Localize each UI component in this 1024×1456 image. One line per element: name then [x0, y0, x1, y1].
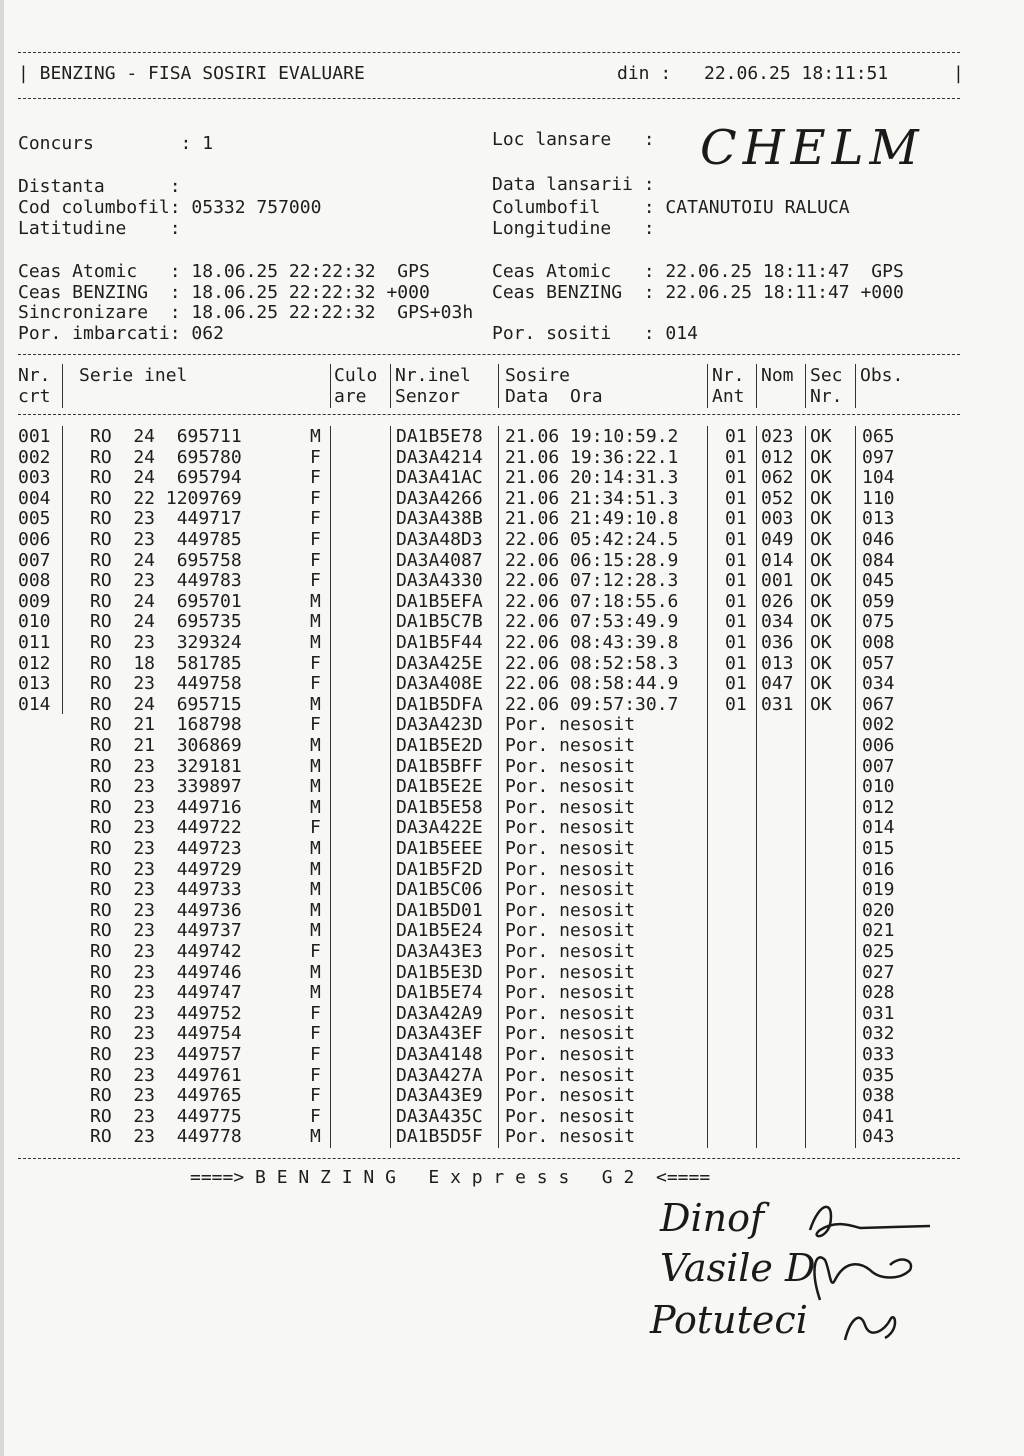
row-nr-ant: 01 [725, 632, 747, 653]
row-senzor: DA3A422E [396, 817, 483, 839]
col-sep [498, 364, 499, 408]
row-sex: F [310, 714, 321, 736]
row-sec: OK [810, 590, 832, 612]
row-crt: 008 [18, 570, 51, 592]
row-senzor: DA3A438B [396, 508, 483, 530]
row-obs: 027 [862, 961, 895, 983]
row-nr-ant: 01 [725, 426, 747, 447]
header-top-rule [18, 52, 960, 53]
row-sosire: Por. nesosit [505, 776, 636, 798]
ceas-atomic-start: Ceas Atomic : 18.06.25 22:22:32 GPS [18, 261, 430, 282]
footer-brand: ====> B E N Z I N G E x p r e s s G 2 <==== [190, 1167, 711, 1188]
col-culoare-header-1: Culo [334, 365, 378, 386]
col-sep [62, 426, 63, 714]
row-serie-inel: RO 24 695794 [90, 467, 242, 489]
latitudine-field: Latitudine : [18, 218, 181, 239]
ceas-benzing-end: Ceas BENZING : 22.06.25 18:11:47 +000 [492, 282, 904, 303]
row-sosire: Por. nesosit [505, 879, 636, 901]
row-sosire: Por. nesosit [505, 920, 636, 942]
col-sep [62, 364, 63, 408]
row-sec: OK [810, 632, 832, 653]
row-sec: OK [810, 508, 832, 530]
row-senzor: DA1B5BFF [396, 755, 483, 777]
row-senzor: DA1B5E24 [396, 920, 483, 942]
col-sep [855, 364, 856, 408]
row-nom: 026 [761, 590, 794, 612]
row-nr-ant: 01 [725, 487, 747, 509]
row-senzor: DA3A42A9 [396, 1002, 483, 1024]
row-senzor: DA1B5D5F [396, 1126, 483, 1148]
row-serie-inel: RO 23 449757 [90, 1044, 242, 1065]
row-serie-inel: RO 23 449723 [90, 838, 242, 859]
row-obs: 057 [862, 652, 895, 674]
col-obs-header: Obs. [860, 365, 904, 386]
row-sex: M [310, 776, 321, 798]
signature-scribbles [790, 1190, 980, 1350]
row-obs: 032 [862, 1023, 895, 1045]
row-nr-ant: 01 [725, 570, 747, 592]
row-sosire: 22.06 05:42:24.5 [505, 529, 679, 550]
row-nr-ant: 01 [725, 590, 747, 612]
row-obs: 021 [862, 920, 895, 942]
row-serie-inel: RO 23 449746 [90, 961, 242, 983]
row-sosire: Por. nesosit [505, 1023, 636, 1045]
row-sex: F [310, 1064, 321, 1086]
row-senzor: DA3A4148 [396, 1044, 483, 1065]
row-senzor: DA3A41AC [396, 467, 483, 489]
col-nom-header: Nom [761, 365, 794, 386]
row-nr-ant: 01 [725, 467, 747, 489]
row-serie-inel: RO 22 1209769 [90, 487, 242, 509]
row-senzor: DA3A43EF [396, 1023, 483, 1045]
ceas-atomic-end: Ceas Atomic : 22.06.25 18:11:47 GPS [492, 261, 904, 282]
row-nr-ant: 01 [725, 673, 747, 695]
row-sex: F [310, 652, 321, 674]
row-serie-inel: RO 23 449747 [90, 982, 242, 1004]
row-sosire: Por. nesosit [505, 1064, 636, 1086]
row-serie-inel: RO 23 449717 [90, 508, 242, 530]
row-senzor: DA1B5E2D [396, 735, 483, 756]
row-sex: M [310, 755, 321, 777]
row-nom: 013 [761, 652, 794, 674]
row-obs: 075 [862, 611, 895, 633]
row-serie-inel: RO 23 329181 [90, 755, 242, 777]
concurs-field: Concurs : 1 [18, 133, 214, 154]
row-obs: 043 [862, 1126, 895, 1148]
col-sep [707, 364, 708, 408]
page-edge [0, 0, 4, 1456]
row-sex: M [310, 1126, 321, 1148]
row-obs: 038 [862, 1085, 895, 1107]
row-sex: F [310, 817, 321, 839]
row-serie-inel: RO 24 695780 [90, 446, 242, 468]
row-obs: 014 [862, 817, 895, 839]
col-sep [805, 426, 806, 1148]
row-sex: M [310, 426, 321, 447]
row-sec: OK [810, 426, 832, 447]
row-sosire: 22.06 07:12:28.3 [505, 570, 679, 592]
row-serie-inel: RO 23 449761 [90, 1064, 242, 1086]
row-senzor: DA1B5EEE [396, 838, 483, 859]
row-nr-ant: 01 [725, 652, 747, 674]
row-nom: 062 [761, 467, 794, 489]
row-nom: 049 [761, 529, 794, 550]
col-inel-header-2: Senzor [395, 386, 461, 407]
row-sec: OK [810, 693, 832, 715]
row-serie-inel: RO 23 449722 [90, 817, 242, 839]
row-serie-inel: RO 24 695711 [90, 426, 242, 447]
row-sosire: 22.06 07:18:55.6 [505, 590, 679, 612]
row-sec: OK [810, 549, 832, 571]
row-nr-ant: 01 [725, 549, 747, 571]
row-sosire: Por. nesosit [505, 982, 636, 1004]
row-serie-inel: RO 24 695715 [90, 693, 242, 715]
header-bottom-rule [18, 98, 960, 99]
row-sex: M [310, 735, 321, 756]
row-serie-inel: RO 24 695735 [90, 611, 242, 633]
row-senzor: DA1B5EFA [396, 590, 483, 612]
row-nom: 023 [761, 426, 794, 447]
row-sosire: 21.06 19:36:22.1 [505, 446, 679, 468]
col-sep [330, 426, 331, 1148]
row-sosire: Por. nesosit [505, 817, 636, 839]
row-senzor: DA3A435C [396, 1105, 483, 1127]
row-crt: 001 [18, 426, 51, 447]
row-nom: 047 [761, 673, 794, 695]
col-sep [756, 364, 757, 408]
row-crt: 009 [18, 590, 51, 612]
cod-columbofil-field: Cod columbofil: 05332 757000 [18, 197, 322, 218]
row-obs: 104 [862, 467, 895, 489]
row-sosire: Por. nesosit [505, 858, 636, 880]
row-senzor: DA3A423D [396, 714, 483, 736]
row-sosire: Por. nesosit [505, 1085, 636, 1107]
signature-name-1: Dinof [660, 1196, 765, 1240]
row-sex: F [310, 1023, 321, 1045]
row-sex: M [310, 858, 321, 880]
row-serie-inel: RO 24 695701 [90, 590, 242, 612]
row-serie-inel: RO 21 168798 [90, 714, 242, 736]
row-sex: F [310, 941, 321, 962]
table-bottom-rule [18, 1158, 960, 1159]
row-sex: M [310, 838, 321, 859]
header-din-label: din : [617, 63, 672, 84]
row-sosire: Por. nesosit [505, 1105, 636, 1127]
distanta-field: Distanta : [18, 176, 181, 197]
row-sex: F [310, 570, 321, 592]
row-sex: F [310, 673, 321, 695]
row-crt: 014 [18, 693, 51, 715]
row-sosire: 21.06 21:49:10.8 [505, 508, 679, 530]
row-senzor: DA1B5D01 [396, 899, 483, 921]
col-sec-header-1: Sec [810, 365, 843, 386]
row-nr-ant: 01 [725, 529, 747, 550]
row-nom: 014 [761, 549, 794, 571]
row-nom: 052 [761, 487, 794, 509]
row-sec: OK [810, 529, 832, 550]
row-sosire: 22.06 08:58:44.9 [505, 673, 679, 695]
header-end-bar: | [953, 63, 964, 84]
row-obs: 025 [862, 941, 895, 962]
row-sosire: Por. nesosit [505, 796, 636, 818]
row-obs: 034 [862, 673, 895, 695]
row-sex: M [310, 879, 321, 901]
row-senzor: DA1B5F44 [396, 632, 483, 653]
columbofil-field: Columbofil : CATANUTOIU RALUCA [492, 197, 850, 218]
row-sex: M [310, 632, 321, 653]
row-senzor: DA1B5F2D [396, 858, 483, 880]
row-senzor: DA1B5E74 [396, 982, 483, 1004]
row-senzor: DA3A4087 [396, 549, 483, 571]
row-sosire: Por. nesosit [505, 714, 636, 736]
row-senzor: DA1B5E78 [396, 426, 483, 447]
col-sep [390, 426, 391, 1148]
row-sex: M [310, 982, 321, 1004]
row-nom: 034 [761, 611, 794, 633]
row-senzor: DA3A4266 [396, 487, 483, 509]
handwritten-release-location: CHELM [700, 120, 925, 176]
row-serie-inel: RO 21 306869 [90, 735, 242, 756]
row-obs: 059 [862, 590, 895, 612]
row-serie-inel: RO 23 449785 [90, 529, 242, 550]
row-sec: OK [810, 487, 832, 509]
row-senzor: DA1B5C7B [396, 611, 483, 633]
row-serie-inel: RO 23 329324 [90, 632, 242, 653]
row-sec: OK [810, 652, 832, 674]
row-obs: 110 [862, 487, 895, 509]
row-sosire: Por. nesosit [505, 1044, 636, 1065]
row-obs: 006 [862, 735, 895, 756]
row-senzor: DA3A43E9 [396, 1085, 483, 1107]
row-obs: 035 [862, 1064, 895, 1086]
col-sep [756, 426, 757, 1148]
row-nr-ant: 01 [725, 446, 747, 468]
row-sosire: Por. nesosit [505, 941, 636, 962]
col-sosire-header-1: Sosire [505, 365, 571, 386]
row-obs: 013 [862, 508, 895, 530]
row-sec: OK [810, 673, 832, 695]
row-obs: 002 [862, 714, 895, 736]
row-obs: 045 [862, 570, 895, 592]
row-serie-inel: RO 18 581785 [90, 652, 242, 674]
row-senzor: DA3A4330 [396, 570, 483, 592]
row-nom: 012 [761, 446, 794, 468]
row-crt: 013 [18, 673, 51, 695]
row-senzor: DA1B5C06 [396, 879, 483, 901]
row-obs: 007 [862, 755, 895, 777]
row-obs: 031 [862, 1002, 895, 1024]
row-crt: 011 [18, 632, 51, 653]
row-sec: OK [810, 611, 832, 633]
row-obs: 010 [862, 776, 895, 798]
row-sosire: 21.06 20:14:31.3 [505, 467, 679, 489]
row-obs: 033 [862, 1044, 895, 1065]
row-serie-inel: RO 24 695758 [90, 549, 242, 571]
row-sex: F [310, 467, 321, 489]
row-senzor: DA1B5E58 [396, 796, 483, 818]
row-serie-inel: RO 23 449783 [90, 570, 242, 592]
row-obs: 028 [862, 982, 895, 1004]
row-sex: M [310, 796, 321, 818]
col-culoare-header-2: are [334, 386, 367, 407]
row-obs: 012 [862, 796, 895, 818]
sincronizare-field: Sincronizare : 18.06.25 22:22:32 GPS+03h [18, 302, 474, 323]
col-ant-header-2: Ant [712, 386, 745, 407]
row-sosire: Por. nesosit [505, 1126, 636, 1148]
col-sep [390, 364, 391, 408]
row-sec: OK [810, 570, 832, 592]
row-serie-inel: RO 23 449775 [90, 1105, 242, 1127]
col-nr-header-2: crt [18, 386, 51, 407]
row-sex: F [310, 549, 321, 571]
row-senzor: DA3A408E [396, 673, 483, 695]
row-nr-ant: 01 [725, 508, 747, 530]
row-sosire: 22.06 08:52:58.3 [505, 652, 679, 674]
row-sosire: 22.06 07:53:49.9 [505, 611, 679, 633]
col-sep [855, 426, 856, 1148]
row-serie-inel: RO 23 449716 [90, 796, 242, 818]
por-imbarcati-field: Por. imbarcati: 062 [18, 323, 224, 344]
col-sec-header-2: Nr. [810, 386, 843, 407]
row-senzor: DA1B5E2E [396, 776, 483, 798]
row-crt: 004 [18, 487, 51, 509]
row-crt: 003 [18, 467, 51, 489]
row-serie-inel: RO 23 449729 [90, 858, 242, 880]
header-datetime: 22.06.25 18:11:51 [704, 63, 889, 84]
row-sosire: 21.06 21:34:51.3 [505, 487, 679, 509]
row-serie-inel: RO 23 449778 [90, 1126, 242, 1148]
row-obs: 067 [862, 693, 895, 715]
row-sosire: Por. nesosit [505, 735, 636, 756]
row-obs: 041 [862, 1105, 895, 1127]
col-sep [707, 426, 708, 1148]
row-obs: 020 [862, 899, 895, 921]
row-nom: 036 [761, 632, 794, 653]
row-sosire: 22.06 06:15:28.9 [505, 549, 679, 571]
row-crt: 006 [18, 529, 51, 550]
row-serie-inel: RO 23 449742 [90, 941, 242, 962]
row-obs: 008 [862, 632, 895, 653]
row-crt: 010 [18, 611, 51, 633]
row-serie-inel: RO 23 449737 [90, 920, 242, 942]
por-sositi-field: Por. sositi : 014 [492, 323, 698, 344]
row-crt: 002 [18, 446, 51, 468]
signature-name-2: Vasile D [660, 1246, 816, 1290]
row-senzor: DA3A48D3 [396, 529, 483, 550]
loc-lansare-field: Loc lansare : [492, 129, 655, 150]
row-sex: F [310, 508, 321, 530]
row-sex: F [310, 446, 321, 468]
row-sex: M [310, 693, 321, 715]
row-sosire: 22.06 09:57:30.7 [505, 693, 679, 715]
row-sex: F [310, 529, 321, 550]
col-serie-header: Serie inel [79, 365, 188, 386]
row-sex: M [310, 899, 321, 921]
col-ant-header-1: Nr. [712, 365, 745, 386]
row-senzor: DA3A425E [396, 652, 483, 674]
col-sep [330, 364, 331, 408]
row-serie-inel: RO 23 449733 [90, 879, 242, 901]
longitudine-field: Longitudine : [492, 218, 655, 239]
row-senzor: DA3A4214 [396, 446, 483, 468]
header-title: | BENZING - FISA SOSIRI EVALUARE [18, 63, 365, 84]
row-serie-inel: RO 23 339897 [90, 776, 242, 798]
row-serie-inel: RO 23 449752 [90, 1002, 242, 1024]
row-obs: 084 [862, 549, 895, 571]
row-sosire: Por. nesosit [505, 755, 636, 777]
row-serie-inel: RO 23 449736 [90, 899, 242, 921]
row-sosire: 22.06 08:43:39.8 [505, 632, 679, 653]
data-lansarii-field: Data lansarii : [492, 174, 655, 195]
row-nr-ant: 01 [725, 693, 747, 715]
col-sep [498, 426, 499, 1148]
row-obs: 065 [862, 426, 895, 447]
row-sosire: Por. nesosit [505, 1002, 636, 1024]
row-serie-inel: RO 23 449758 [90, 673, 242, 695]
row-serie-inel: RO 23 449754 [90, 1023, 242, 1045]
row-senzor: DA3A43E3 [396, 941, 483, 962]
row-sex: F [310, 1085, 321, 1107]
table-top-rule [18, 354, 960, 355]
ceas-benzing-start: Ceas BENZING : 18.06.25 22:22:32 +000 [18, 282, 430, 303]
row-nom: 003 [761, 508, 794, 530]
row-sosire: Por. nesosit [505, 899, 636, 921]
col-nr-header-1: Nr. [18, 365, 51, 386]
row-nr-ant: 01 [725, 611, 747, 633]
row-crt: 005 [18, 508, 51, 530]
row-sex: F [310, 1105, 321, 1127]
row-obs: 097 [862, 446, 895, 468]
col-sosire-header-2: Data Ora [505, 386, 603, 407]
row-sex: M [310, 590, 321, 612]
row-sex: M [310, 611, 321, 633]
row-nom: 031 [761, 693, 794, 715]
row-sex: M [310, 961, 321, 983]
row-sosire: Por. nesosit [505, 961, 636, 983]
row-sec: OK [810, 467, 832, 489]
row-nom: 001 [761, 570, 794, 592]
row-sec: OK [810, 446, 832, 468]
row-serie-inel: RO 23 449765 [90, 1085, 242, 1107]
row-sosire: 21.06 19:10:59.2 [505, 426, 679, 447]
row-crt: 007 [18, 549, 51, 571]
row-obs: 019 [862, 879, 895, 901]
col-inel-header-1: Nr.inel [395, 365, 471, 386]
row-crt: 012 [18, 652, 51, 674]
row-sex: M [310, 920, 321, 942]
row-sosire: Por. nesosit [505, 838, 636, 859]
col-sep [805, 364, 806, 408]
row-obs: 016 [862, 858, 895, 880]
row-sex: F [310, 1002, 321, 1024]
row-senzor: DA1B5E3D [396, 961, 483, 983]
row-obs: 015 [862, 838, 895, 859]
row-senzor: DA1B5DFA [396, 693, 483, 715]
signature-name-3: Potuteci [650, 1298, 808, 1342]
row-sex: F [310, 487, 321, 509]
table-header-rule [18, 414, 960, 415]
row-obs: 046 [862, 529, 895, 550]
row-senzor: DA3A427A [396, 1064, 483, 1086]
row-sex: F [310, 1044, 321, 1065]
